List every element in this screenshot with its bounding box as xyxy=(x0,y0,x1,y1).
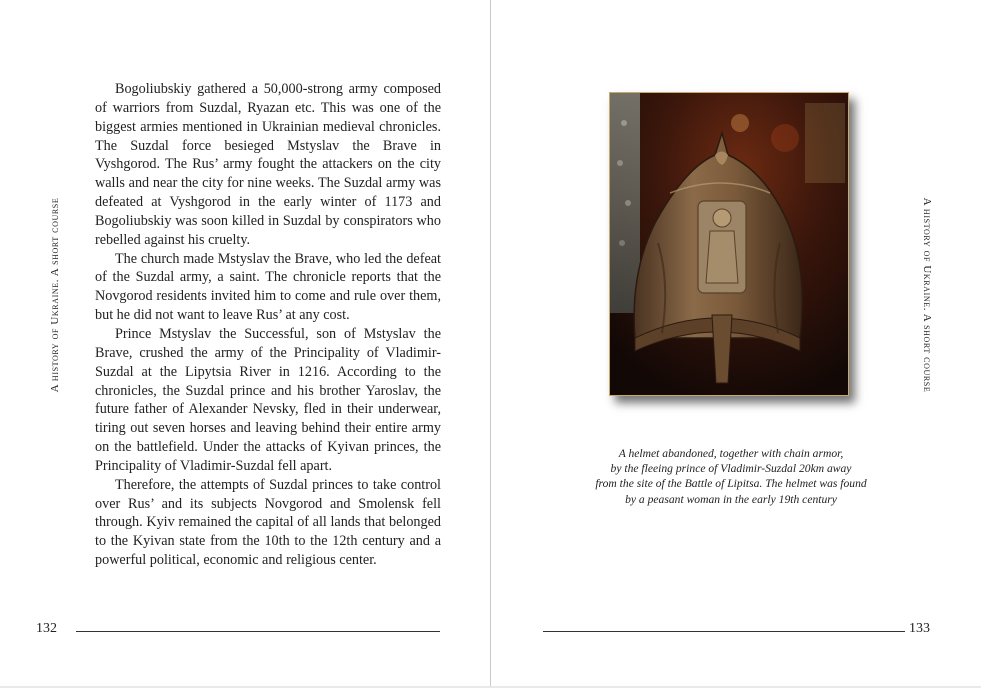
caption-line: from the site of the Battle of Lipitsa. The helmet was found xyxy=(595,477,867,491)
right-page xyxy=(491,0,981,686)
body-text xyxy=(95,80,441,570)
footer-rule xyxy=(543,631,905,632)
running-head: A history of Ukraine. A short course xyxy=(921,197,933,393)
paragraph: Prince Mstyslav the Successful, son of Mstyslav the Brave, crushed the army of the Principality of Vladimir-Suzdal at the Lipytsia River in 1216. According to the chronicles, the Suzdal prince and his brother Yaroslav, the future father of Alexander Nevsky, fled in their underwear, tiring out seven horses and leaving behind their entire army on the battlefield. Under the attacks of Kyivan princes, the Principality of Vladimir-Suzdal fell apart. xyxy=(95,325,441,474)
running-head: A history of Ukraine. A short course xyxy=(49,197,61,393)
caption-line: A helmet abandoned, together with chain armor, xyxy=(618,447,844,460)
paragraph: Therefore, the attempts of Suzdal princes to take control over Rus’ and its subjects Novgorod and Smolensk fell through. Kyiv remained the capital of all lands that belonged to the Kyivan state from the 10th to the 12th century and a powerful political, economic and religious center. xyxy=(95,476,441,569)
paragraph: The church made Mstyslav the Brave, who led the defeat of the Suzdal army, a saint. The chronicle reports that the Novgorod residents invited him to come and rule over them, but he did not want to leave Rus’ at any cost. xyxy=(95,250,441,324)
page-number: 133 xyxy=(909,621,930,636)
footer-rule xyxy=(76,631,440,632)
paragraph: Bogoliubskiy gathered a 50,000-strong army composed of warriors from Suzdal, Ryazan etc. This was one of the biggest armies mentioned in Ukrainian medieval chronicles. The Suzdal force besieged Mstyslav the Brave in Vyshgorod. The Rus’ army fought the attackers on the city walls and near the city for nine weeks. The Suzdal army was defeated at Vyshgorod in the early winter of 1173 and Bogoliubskiy was soon killed in Suzdal by conspirators who rebelled against his cruelty. xyxy=(95,81,441,248)
caption-line: by the fleeing prince of Vladimir-Suzdal 20km away xyxy=(610,462,852,476)
left-page xyxy=(0,0,491,686)
photo-caption xyxy=(561,446,901,507)
helmet-photo xyxy=(609,92,849,396)
helmet-image xyxy=(610,93,848,395)
page-number: 132 xyxy=(36,621,57,636)
caption-line: by a peasant woman in the early 19th century xyxy=(625,492,837,506)
